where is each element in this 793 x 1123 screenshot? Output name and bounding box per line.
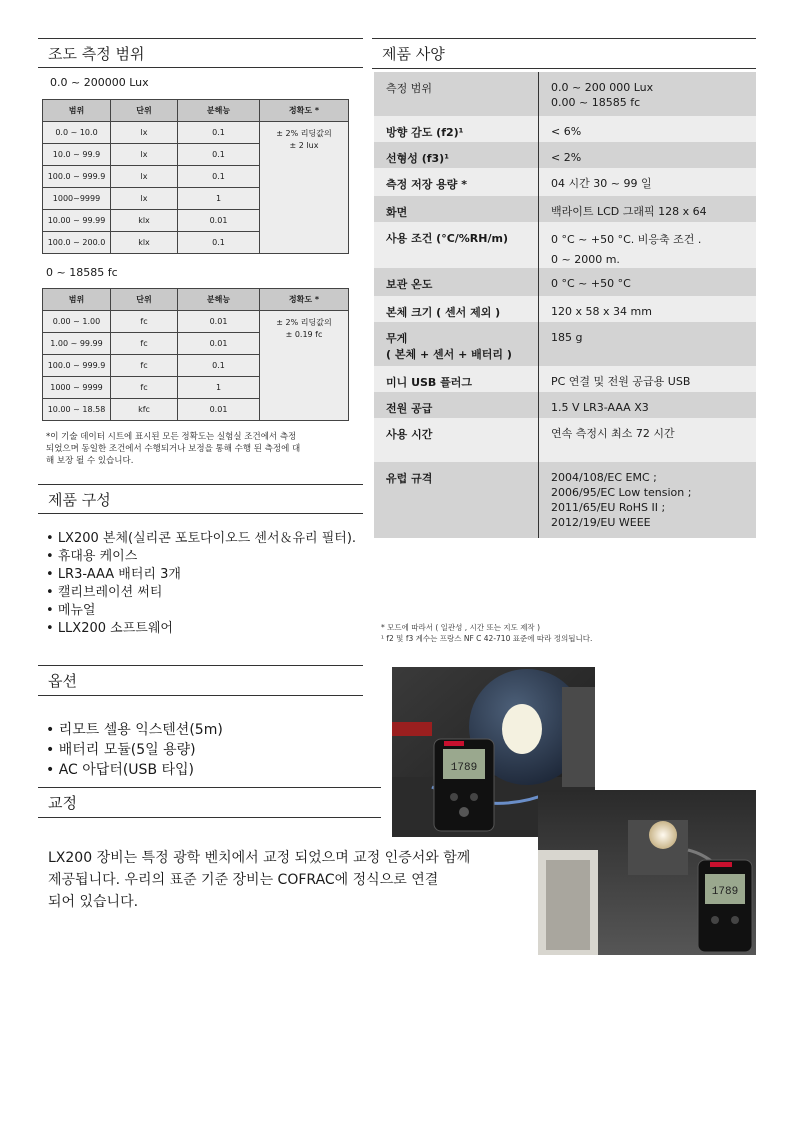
accuracy-line: ± 0.19 fc xyxy=(285,330,323,339)
cell-resolution: 0.1 xyxy=(178,355,260,377)
col-header-accuracy: 정확도 * xyxy=(260,289,349,311)
spec-value-line: 0 °C ~ +50 °C. 비응축 조건 . xyxy=(551,233,702,246)
spec-label xyxy=(374,366,539,392)
list-item: • 리모트 셀용 익스텐션(5m) xyxy=(46,720,376,740)
spec-value xyxy=(539,296,756,322)
cell-resolution: 1 xyxy=(178,377,260,399)
cell-range: 100.0 ~ 200.0 xyxy=(43,232,111,254)
accuracy-line: ± 2 lux xyxy=(289,141,319,150)
cell-range: 1000~9999 xyxy=(43,188,111,210)
spec-value xyxy=(539,222,756,268)
spec-row xyxy=(374,168,756,196)
spec-row xyxy=(374,268,756,296)
col-header-resolution: 분해능 xyxy=(178,289,260,311)
list-item: • LR3-AAA 배터리 3개 xyxy=(46,566,376,584)
contents-title: 제품 구성 xyxy=(48,490,111,509)
spec-value xyxy=(539,418,756,462)
spec-row xyxy=(374,116,756,142)
list-item: • 배터리 모듈(5일 용량) xyxy=(46,740,376,760)
col-header-unit: 단위 xyxy=(111,289,178,311)
spec-value xyxy=(539,366,756,392)
spec-row xyxy=(374,196,756,222)
calibration-line: 제공됩니다. 우리의 표준 기준 장비는 COFRAC에 정식으로 연결 xyxy=(48,872,439,888)
spec-row xyxy=(374,142,756,168)
cell-resolution: 0.01 xyxy=(178,333,260,355)
spec-label xyxy=(374,268,539,296)
cell-range: 100.0 ~ 999.9 xyxy=(43,355,111,377)
note-line: 해 보장 될 수 있습니다. xyxy=(46,456,134,466)
spec-value xyxy=(539,322,756,366)
spec-value-line: 연속 측정시 최소 72 시간 xyxy=(551,427,675,440)
spec-label-text: 사용 조건 (°C/%RH/m) xyxy=(386,232,508,245)
cell-unit: klx xyxy=(111,232,178,254)
cell-unit: fc xyxy=(111,333,178,355)
spec-label xyxy=(374,222,539,268)
spec-row xyxy=(374,322,756,366)
cell-unit: fc xyxy=(111,377,178,399)
spec-label-text: 측정 범위 xyxy=(386,82,433,95)
accuracy-line: ± 2% 리딩값의 xyxy=(276,318,332,327)
col-header-resolution: 분해능 xyxy=(178,100,260,122)
spec-value-line: 백라이트 LCD 그래픽 128 x 64 xyxy=(551,205,707,218)
photo-device-with-lamp xyxy=(538,790,756,955)
list-item: • 메뉴얼 xyxy=(46,602,376,620)
cell-unit: fc xyxy=(111,311,178,333)
spec-label-subtext: ( 본체 + 센서 + 배터리 ) xyxy=(386,348,512,361)
spec-value-line: 185 g xyxy=(551,331,583,344)
cell-unit: lx xyxy=(111,122,178,144)
spec-label-text: 본체 크기 ( 센서 제외 ) xyxy=(386,306,501,319)
spec-row xyxy=(374,222,756,268)
spec-label-text: 미니 USB 플러그 xyxy=(386,376,473,389)
device-illustration xyxy=(434,739,494,831)
options-list xyxy=(46,720,376,780)
spec-value-line: PC 연결 및 전원 공급용 USB xyxy=(551,375,691,388)
spec-label-text: 측정 저장 용량 * xyxy=(386,178,467,191)
spec-label xyxy=(374,296,539,322)
contents-list xyxy=(46,530,376,638)
list-item: • 휴대용 케이스 xyxy=(46,548,376,566)
lux-range-table xyxy=(42,99,349,254)
specs-title: 제품 사양 xyxy=(382,45,445,63)
col-header-range: 범위 xyxy=(43,289,111,311)
spec-label-text: 유럽 규격 xyxy=(386,472,433,485)
spec-row xyxy=(374,462,756,538)
spec-label xyxy=(374,116,539,142)
spec-value-line: 1.5 V LR3-AAA X3 xyxy=(551,401,649,414)
spec-row xyxy=(374,392,756,418)
cell-accuracy xyxy=(260,122,349,254)
cell-range: 10.00 ~ 18.58 xyxy=(43,399,111,421)
list-item: • LX200 본체(실리콘 포토다이오드 센서＆유리 필터). xyxy=(46,530,376,548)
calibration-line: 되어 있습니다. xyxy=(48,894,139,910)
spec-label xyxy=(374,196,539,222)
cell-unit: lx xyxy=(111,188,178,210)
cell-range: 1000 ~ 9999 xyxy=(43,377,111,399)
table-row xyxy=(43,311,349,333)
specs-section-header xyxy=(372,38,756,69)
calibration-section-header xyxy=(38,787,381,818)
note-line: *이 기술 데이터 시트에 표시된 모든 정확도는 실험실 조건에서 측정 xyxy=(46,432,297,442)
spec-value-line: 2011/65/EU RoHS II ; xyxy=(551,501,666,514)
specs-footnotes xyxy=(381,622,761,644)
cell-unit: lx xyxy=(111,166,178,188)
calibration-line: LX200 장비는 특정 광학 벤치에서 교정 되었으며 교정 인증서와 함께 xyxy=(48,850,471,866)
list-item: • LLX200 소프트웨어 xyxy=(46,620,376,638)
spec-label-text: 화면 xyxy=(386,206,408,219)
device-screen-reading: 1789 xyxy=(711,886,739,898)
cell-range: 0.00 ~ 1.00 xyxy=(43,311,111,333)
contents-section-header xyxy=(38,484,363,514)
calibration-text xyxy=(48,847,528,913)
spec-label xyxy=(374,418,539,462)
spec-row xyxy=(374,418,756,462)
spec-label-text: 선형성 (f3)¹ xyxy=(386,152,450,165)
spec-label-text: 전원 공급 xyxy=(386,402,433,415)
fc-range-caption: 0 ~ 18585 fc xyxy=(46,266,118,279)
spec-value xyxy=(539,392,756,418)
cell-resolution: 0.1 xyxy=(178,166,260,188)
spec-label-text: 사용 시간 xyxy=(386,428,433,441)
spec-row xyxy=(374,296,756,322)
cell-unit: lx xyxy=(111,144,178,166)
options-section-header xyxy=(38,665,363,696)
illuminance-section-header xyxy=(38,38,363,68)
spec-label xyxy=(374,72,539,116)
options-title: 옵션 xyxy=(48,672,77,690)
spec-value-line: 0.00 ~ 18585 fc xyxy=(551,96,641,109)
spec-value xyxy=(539,168,756,196)
accuracy-line: ± 2% 리딩값의 xyxy=(276,129,332,138)
cell-resolution: 0.1 xyxy=(178,122,260,144)
spec-label xyxy=(374,142,539,168)
spec-value-line: 0 ~ 2000 m. xyxy=(551,253,620,266)
illuminance-title: 조도 측정 범위 xyxy=(48,44,145,63)
spec-value xyxy=(539,196,756,222)
cell-resolution: 0.01 xyxy=(178,311,260,333)
spec-value-line: < 2% xyxy=(551,151,582,164)
calibration-title: 교정 xyxy=(48,794,77,812)
cell-resolution: 1 xyxy=(178,188,260,210)
spec-value xyxy=(539,72,756,116)
spec-value xyxy=(539,462,756,538)
table-row xyxy=(43,122,349,144)
cell-range: 10.00 ~ 99.99 xyxy=(43,210,111,232)
lux-range-caption: 0.0 ~ 200000 Lux xyxy=(50,76,149,89)
spec-value-line: 04 시간 30 ~ 99 일 xyxy=(551,177,652,190)
spec-row xyxy=(374,72,756,116)
col-header-accuracy: 정확도 * xyxy=(260,100,349,122)
cell-resolution: 0.1 xyxy=(178,144,260,166)
spec-label-text: 방향 감도 (f2)¹ xyxy=(386,126,464,139)
footnote: * 모드에 따라서 ( 일관성 , 시간 또는 지도 제작 ) xyxy=(381,623,540,632)
spec-value-line: 2012/19/EU WEEE xyxy=(551,516,651,529)
spec-value-line: 2006/95/EC Low tension ; xyxy=(551,486,692,499)
note-line: 되었으며 동일한 조건에서 수행되거나 보정을 통해 수행 된 측정에 대 xyxy=(46,444,301,454)
cell-resolution: 0.01 xyxy=(178,399,260,421)
list-item: • 캘리브레이션 써티 xyxy=(46,584,376,602)
spec-value xyxy=(539,116,756,142)
spec-label xyxy=(374,168,539,196)
footnote: ¹ f2 및 f3 계수는 프랑스 NF C 42-710 표준에 따라 정의됩니다. xyxy=(381,634,593,643)
cell-range: 1.00 ~ 99.99 xyxy=(43,333,111,355)
spec-label-text: 무게 xyxy=(386,332,408,345)
fc-range-table xyxy=(42,288,349,421)
device-illustration xyxy=(698,860,752,952)
list-item: • AC 아답터(USB 타입) xyxy=(46,760,376,780)
spec-value-line: 2004/108/EC EMC ; xyxy=(551,471,657,484)
spec-value-line: < 6% xyxy=(551,125,582,138)
spec-label xyxy=(374,462,539,538)
col-header-range: 범위 xyxy=(43,100,111,122)
device-screen-reading: 1789 xyxy=(450,762,478,774)
cell-resolution: 0.1 xyxy=(178,232,260,254)
cell-resolution: 0.01 xyxy=(178,210,260,232)
spec-value-line: 120 x 58 x 34 mm xyxy=(551,305,652,318)
cell-unit: klx xyxy=(111,210,178,232)
cell-range: 10.0 ~ 99.9 xyxy=(43,144,111,166)
spec-value xyxy=(539,268,756,296)
cell-range: 0.0 ~ 10.0 xyxy=(43,122,111,144)
spec-value-line: 0.0 ~ 200 000 Lux xyxy=(551,81,654,94)
cell-unit: kfc xyxy=(111,399,178,421)
spec-value-line: 0 °C ~ +50 °C xyxy=(551,277,631,290)
cell-unit: fc xyxy=(111,355,178,377)
spec-label xyxy=(374,392,539,418)
cell-range: 100.0 ~ 999.9 xyxy=(43,166,111,188)
photo-lamp-illustration xyxy=(538,790,756,955)
accuracy-note xyxy=(46,431,356,467)
spec-label-text: 보관 온도 xyxy=(386,278,433,291)
spec-label xyxy=(374,322,539,366)
col-header-unit: 단위 xyxy=(111,100,178,122)
cell-accuracy xyxy=(260,311,349,421)
specs-table xyxy=(374,72,756,538)
spec-value xyxy=(539,142,756,168)
spec-row xyxy=(374,366,756,392)
